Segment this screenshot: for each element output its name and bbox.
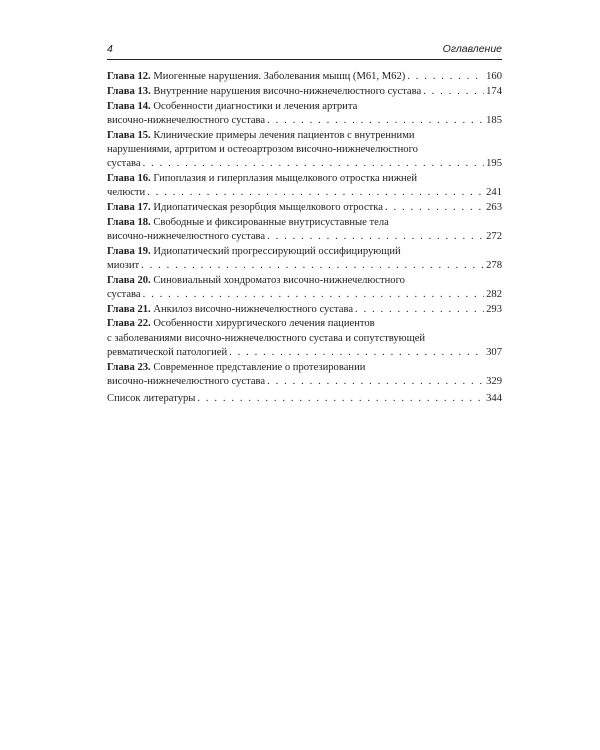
toc-entry[interactable] [107,129,502,172]
table-of-contents [107,70,502,407]
dot-leader [143,288,485,302]
chapter-title: с заболеваниями височно-нижнечелюстного сустава и сопутствующей [107,332,426,344]
page-number: 4 [107,43,113,55]
toc-line [107,361,502,375]
toc-line [107,317,502,331]
toc-line [107,186,502,200]
toc-entry[interactable] [107,317,502,360]
toc-line [107,114,502,128]
toc-line [107,129,502,143]
page-ref: 329 [486,375,502,387]
page-ref: 174 [486,85,502,97]
chapter-label: Глава 17. [107,201,151,213]
dot-leader [229,346,484,360]
chapter-title: миозит [107,259,140,271]
toc-entry[interactable] [107,100,502,128]
page-ref: 272 [486,230,502,242]
toc-entry[interactable] [107,85,502,99]
dot-leader [407,70,484,84]
chapter-title: сустава [107,158,141,169]
toc-entry[interactable] [107,70,502,84]
chapter-title: Миогенные нарушения. Заболевания мышц (М61, М62) [153,71,406,82]
chapter-title: Особенности диагностики и лечения артрита [153,100,358,112]
toc-line [107,201,502,215]
dot-leader [385,201,484,215]
dot-leader [197,392,484,406]
chapter-label: Глава 12. [107,71,151,82]
toc-line [107,216,502,230]
chapter-label: Глава 20. [107,274,151,286]
chapter-label: Глава 23. [107,361,151,373]
chapter-label: Глава 22. [107,318,151,330]
toc-line [107,172,502,186]
dot-leader [267,114,484,128]
page-ref: 195 [486,158,502,169]
toc-line [107,303,502,317]
chapter-label: Глава 18. [107,216,151,228]
dot-leader [355,303,484,317]
toc-entry[interactable] [107,303,502,317]
running-title: Оглавление [442,43,502,55]
page-ref: 278 [486,259,502,271]
chapter-title: Анкилоз височно-нижнечелюстного сустава [153,303,354,315]
chapter-title: сустава [107,288,141,300]
toc-entry[interactable] [107,216,502,244]
toc-line [107,332,502,346]
toc-line [107,375,502,389]
toc-entry[interactable] [107,361,502,389]
toc-line [107,157,502,171]
page-ref: 293 [486,303,502,315]
toc-line [107,143,502,157]
chapter-title: височно-нижнечелюстного сустава [107,375,266,387]
toc-entry[interactable] [107,274,502,302]
chapter-title: височно-нижнечелюстного сустава [107,114,266,126]
chapter-title: челюсти [107,187,146,198]
page-ref: 344 [486,393,502,404]
toc-line [107,100,502,114]
chapter-title: ревматической патологией [107,346,228,358]
chapter-title: нарушениями, артритом и остеоартрозом височно-нижнечелюстного [107,143,418,155]
chapter-title: Список литературы [107,393,196,404]
chapter-title: Особенности хирургического лечения пациентов [153,318,375,330]
dot-leader [423,85,484,99]
chapter-label: Глава 14. [107,100,151,112]
chapter-title: Внутренние нарушения височно-нижнечелюстного сустава [153,85,422,97]
chapter-label: Глава 13. [107,85,151,97]
toc-line [107,230,502,244]
chapter-title: Клинические примеры лечения пациентов с внутренними [153,129,415,141]
chapter-title: височно-нижнечелюстного сустава [107,230,266,242]
toc-line [107,346,502,360]
dot-leader [141,259,484,273]
dot-leader [267,375,484,389]
chapter-title: Свободные и фиксированные внутрисуставные тела [153,216,389,228]
toc-line [107,245,502,259]
chapter-title: Идиопатическая резорбция мыщелкового отростка [153,201,383,213]
dot-leader [147,186,484,200]
toc-entry[interactable] [107,172,502,200]
page-ref: 241 [486,187,502,198]
toc-line [107,288,502,302]
toc-entry-references[interactable] [107,392,502,406]
chapter-label: Глава 21. [107,303,151,315]
page-ref: 282 [486,288,502,300]
chapter-label: Глава 16. [107,172,151,184]
chapter-label: Глава 15. [107,129,151,141]
header-rule [107,59,502,60]
toc-line [107,274,502,288]
dot-leader [143,157,485,171]
page-ref: 160 [486,71,502,82]
toc-line [107,85,502,99]
chapter-title: Гипоплазия и гиперплазия мыщелкового отростка нижней [153,172,418,184]
toc-line [107,259,502,273]
chapter-title: Синовиальный хондроматоз височно-нижнечелюстного [153,274,405,286]
chapter-title: Идиопатический прогрессирующий оссифицирующий [153,245,401,257]
toc-line [107,70,502,84]
page-ref: 185 [486,114,502,126]
toc-entry[interactable] [107,245,502,273]
dot-leader [267,230,484,244]
chapter-title: Современное представление о протезировании [153,361,366,373]
toc-line [107,392,502,406]
toc-entry[interactable] [107,201,502,215]
chapter-label: Глава 19. [107,245,151,257]
page-ref: 307 [486,346,502,358]
page-ref: 263 [486,201,502,213]
